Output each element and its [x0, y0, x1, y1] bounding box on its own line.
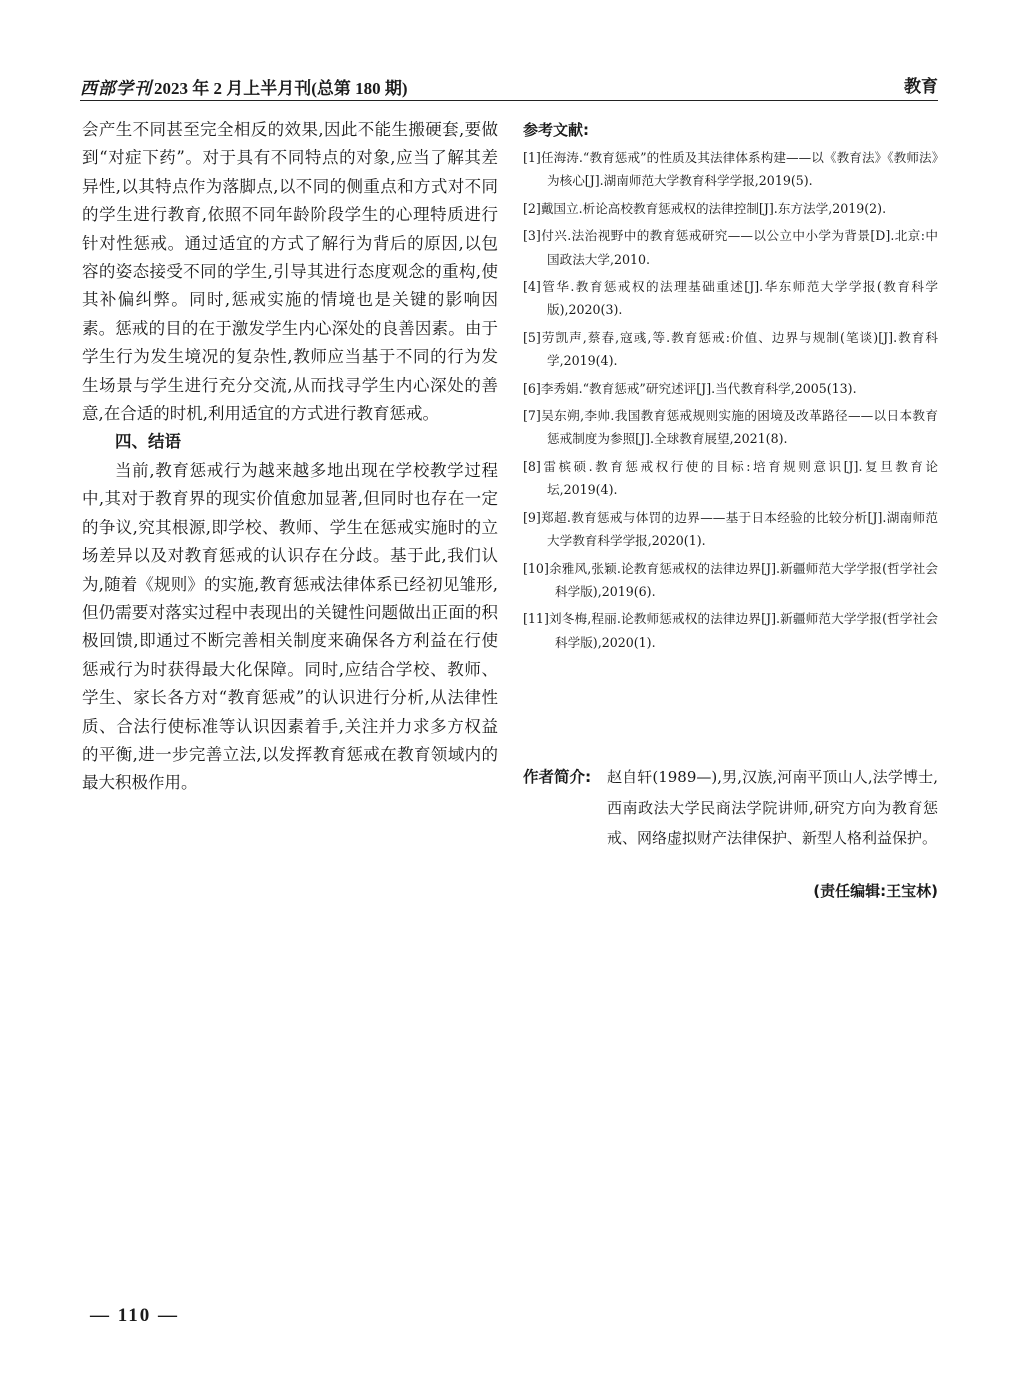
reference-item: [4]管华.教育惩戒权的法理基础重述[J].华东师范大学学报(教育科学版),2020(3). — [523, 279, 938, 318]
body-paragraph: 当前,教育惩戒行为越来越多地出现在学校教学过程中,其对于教育界的现实价值愈加显著,但同时也存在一定的争议,究其根源,即学校、教师、学生在惩戒实施时的立场差异以及对教育惩戒的认识存在分歧。基于此,我们认为,随着《规则》的实施,教育惩戒法律体系已经初见雏形,但仍需要对落实过程中表现出的关键性问题做出正面的积极回馈,即通过不断完善相关制度来确保各方利益在行使惩戒行为时获得最大化保障。同时,应结合学校、教师、学生、家长各方对“教育惩戒”的认识进行分析,从法律性质、合法行使标准等认识因素着手,关注并力求多方权益的平衡,进一步完善立法,以发挥教育惩戒在教育领域内的最大积极作用。 — [82, 460, 498, 793]
reference-item: [6]李秀娟.“教育惩戒”研究述评[J].当代教育科学,2005(13). — [523, 380, 857, 396]
reference-item: [8]雷槟硕.教育惩戒权行使的目标:培育规则意识[J].复旦教育论坛,2019(4). — [523, 458, 938, 498]
section-heading: 四、结语 — [115, 432, 181, 452]
reference-item: [11]刘冬梅,程丽.论教师惩戒权的法律边界[J].新疆师范大学学报(哲学社会科学版),2020(1). — [523, 611, 938, 650]
journal-issue: 2023 年 2 月上半月刊(总第 180 期) — [154, 79, 408, 98]
responsible-editor: (责任编辑:王宝林) — [813, 882, 938, 900]
page-number: — 110 — — [90, 1305, 179, 1326]
references-section — [523, 116, 938, 658]
reference-item: [9]郑超.教育惩戒与体罚的边界——基于日本经验的比较分析[J].湖南师范大学教育科学学报,2020(1). — [523, 509, 938, 549]
reference-item: [5]劳凯声,蔡春,寇彧,等.教育惩戒:价值、边界与规制(笔谈)[J].教育科学,2019(4). — [523, 329, 938, 369]
reference-list — [523, 146, 938, 654]
author-label: 作者简介: — [523, 768, 592, 786]
author-text: 赵自轩(1989—),男,汉族,河南平顶山人,法学博士,西南政法大学民商法学院讲师,研究方向为教育惩戒、网络虚拟财产法律保护、新型人格利益保护。 — [607, 768, 938, 847]
references-title: 参考文献: — [523, 121, 589, 139]
author-bio — [523, 762, 938, 854]
body-paragraph: 会产生不同甚至完全相反的效果,因此不能生搬硬套,要做到“对症下药”。对于具有不同特点的对象,应当了解其差异性,以其特点作为落脚点,以不同的侧重点和方式对不同的学生进行教育,依照不同年龄阶段学生的心理特质进行针对性惩戒。通过适宜的方式了解行为背后的原因,以包容的姿态接受不同的学生,引导其进行态度观念的重构,使其补偏纠弊。同时,惩戒实施的情境也是关键的影响因素。惩戒的目的在于激发学生内心深处的良善因素。由于学生行为发生境况的复杂性,教师应当基于不同的行为发生场景与学生进行充分交流,从而找寻学生内心深处的善意,在合适的时机,利用适宜的方式进行教育惩戒。 — [82, 120, 498, 424]
reference-item: [3]付兴.法治视野中的教育惩戒研究——以公立中小学为背景[D].北京:中国政法大学,2010. — [523, 228, 938, 267]
page-header — [80, 72, 938, 100]
section-label: 教育 — [904, 77, 938, 97]
journal-logo: 西部学刊 — [80, 79, 152, 98]
header-divider — [80, 100, 938, 101]
reference-item: [10]余雅风,张颖.论教育惩戒权的法律边界[J].新疆师范大学学报(哲学社会科学版),2019(6). — [523, 560, 938, 599]
reference-item: [7]吴东朔,李帅.我国教育惩戒规则实施的困境及改革路径——以日本教育惩戒制度为参照[J].全球教育展望,2021(8). — [523, 408, 938, 447]
reference-item: [1]任海涛.“教育惩戒”的性质及其法律体系构建——以《教育法》《教师法》为核心[J].湖南师范大学教育科学学报,2019(5). — [523, 150, 938, 189]
main-text-column — [82, 116, 498, 798]
reference-item: [2]戴国立.析论高校教育惩戒权的法律控制[J].东方法学,2019(2). — [523, 200, 887, 216]
journal-title — [80, 74, 408, 99]
